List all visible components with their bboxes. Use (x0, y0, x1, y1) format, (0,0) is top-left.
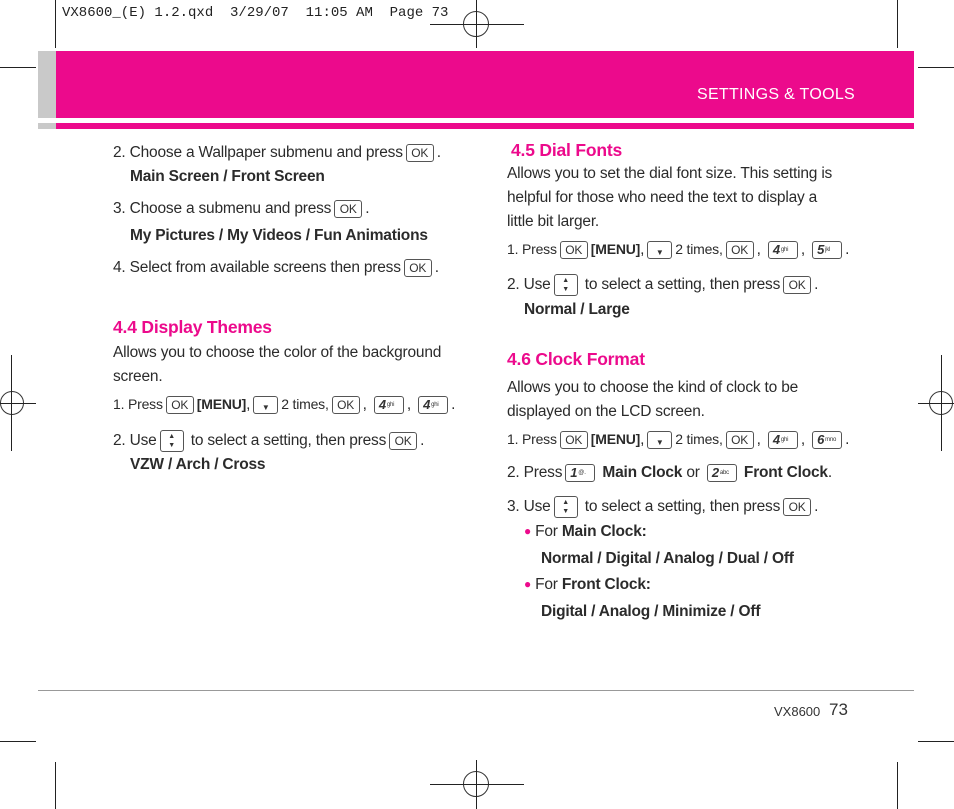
nav-key-icon: ▲ ▼ (554, 496, 578, 518)
dial-fonts-options: Normal / Large (524, 301, 630, 318)
key-4-icon: $4^{ghi}$ (768, 431, 798, 449)
clock-format-step-1: 1. Press OK [MENU], ▼ 2 times, OK , $4^{ghi}$ , $6^{mno}$ . (507, 431, 850, 449)
ok-key-icon: OK (332, 396, 360, 414)
clock-format-step-3: 3. Use ▲ ▼ to select a setting, then press OK . (507, 496, 818, 518)
main-clock-options: Normal / Digital / Analog / Dual / Off (541, 550, 794, 567)
clock-format-desc: Allows you to choose the kind of clock to be (507, 379, 799, 396)
registration-crosshair (430, 784, 524, 785)
display-themes-step-1: 1. Press OK [MENU], ▼ 2 times, OK , $4^{ghi}$ , $4^{ghi}$ . (113, 396, 456, 414)
key-4-icon: $4^{ghi}$ (418, 396, 448, 414)
step-2: 2. Choose a Wallpaper submenu and press OK . (113, 144, 441, 162)
down-key-icon: ▼ (647, 431, 672, 449)
ok-key-icon: OK (560, 431, 588, 449)
heading-dial-fonts: 4.5 Dial Fonts (511, 140, 622, 160)
ok-key-icon: OK (726, 241, 754, 259)
step-3-options: My Pictures / My Videos / Fun Animations (130, 227, 428, 244)
key-1-icon: 1@. (565, 464, 595, 482)
key-4-icon: $4^{ghi}$ (374, 396, 404, 414)
header-pink-stripe (56, 123, 914, 129)
display-themes-step-2: 2. Use ▲ ▼ to select a setting, then press OK . (113, 430, 424, 452)
crop-mark (0, 67, 36, 68)
page-number: 73 (829, 700, 848, 719)
registration-crosshair (918, 403, 954, 404)
front-clock-options: Digital / Analog / Minimize / Off (541, 603, 761, 620)
ok-key-icon: OK (783, 498, 811, 516)
display-themes-desc: screen. (113, 368, 163, 385)
key-6-icon: $6^{mno}$ (812, 431, 842, 449)
dial-fonts-step-1: 1. Press OK [MENU], ▼ 2 times, OK , $4^{ghi}$ , $5^{jkl}$ . (507, 241, 850, 259)
header-gray-stripe (38, 123, 56, 129)
dial-fonts-desc: helpful for those who need the text to display a (507, 189, 818, 206)
heading-clock-format: 4.6 Clock Format (507, 349, 645, 369)
dial-fonts-step-2: 2. Use ▲ ▼ to select a setting, then press OK . (507, 274, 818, 296)
crop-mark (918, 67, 954, 68)
ok-key-icon: OK (389, 432, 417, 450)
header-band (56, 51, 914, 118)
key-4-icon: $4^{ghi}$ (768, 241, 798, 259)
down-key-icon: ▼ (647, 241, 672, 259)
clock-format-desc: displayed on the LCD screen. (507, 403, 705, 420)
bullet-icon: ● (524, 524, 532, 538)
ok-key-icon: OK (404, 259, 432, 277)
crop-mark (897, 762, 898, 809)
dial-fonts-desc: little bit larger. (507, 213, 600, 230)
step-3: 3. Choose a submenu and press OK . (113, 200, 370, 218)
ok-key-icon: OK (560, 241, 588, 259)
section-title: SETTINGS & TOOLS (696, 86, 855, 103)
step-4: 4. Select from available screens then press OK . (113, 259, 439, 277)
front-clock-bullet: ● For Front Clock: (524, 576, 651, 593)
crop-mark (55, 762, 56, 809)
registration-crosshair (430, 24, 524, 25)
nav-key-icon: ▲ ▼ (554, 274, 578, 296)
step-2-options: Main Screen / Front Screen (130, 168, 325, 185)
ok-key-icon: OK (166, 396, 194, 414)
heading-display-themes: 4.4 Display Themes (113, 317, 272, 337)
footer-rule (38, 690, 914, 691)
header-gray-tab (38, 51, 56, 118)
crop-mark (0, 741, 36, 742)
registration-crosshair (0, 403, 36, 404)
print-slug: VX8600_(E) 1.2.qxd 3/29/07 11:05 AM Page 73 (62, 5, 449, 21)
display-themes-options: VZW / Arch / Cross (130, 456, 266, 473)
crop-mark (55, 0, 56, 48)
nav-key-icon: ▲ ▼ (160, 430, 184, 452)
ok-key-icon: OK (334, 200, 362, 218)
crop-mark (918, 741, 954, 742)
key-2-icon: $2^{abc}$ (707, 464, 737, 482)
bullet-icon: ● (524, 577, 532, 591)
clock-format-step-2: 2. Press 1@. Main Clock or $2^{abc}$ Front Clock. (507, 464, 832, 482)
key-5-icon: $5^{jkl}$ (812, 241, 842, 259)
main-clock-bullet: ● For Main Clock: (524, 523, 647, 540)
ok-key-icon: OK (783, 276, 811, 294)
ok-key-icon: OK (406, 144, 434, 162)
down-key-icon: ▼ (253, 396, 278, 414)
ok-key-icon: OK (726, 431, 754, 449)
crop-mark (897, 0, 898, 48)
display-themes-desc: Allows you to choose the color of the background (113, 344, 442, 361)
footer-model: VX8600 (774, 704, 821, 719)
dial-fonts-desc: Allows you to set the dial font size. This setting is (507, 165, 833, 182)
